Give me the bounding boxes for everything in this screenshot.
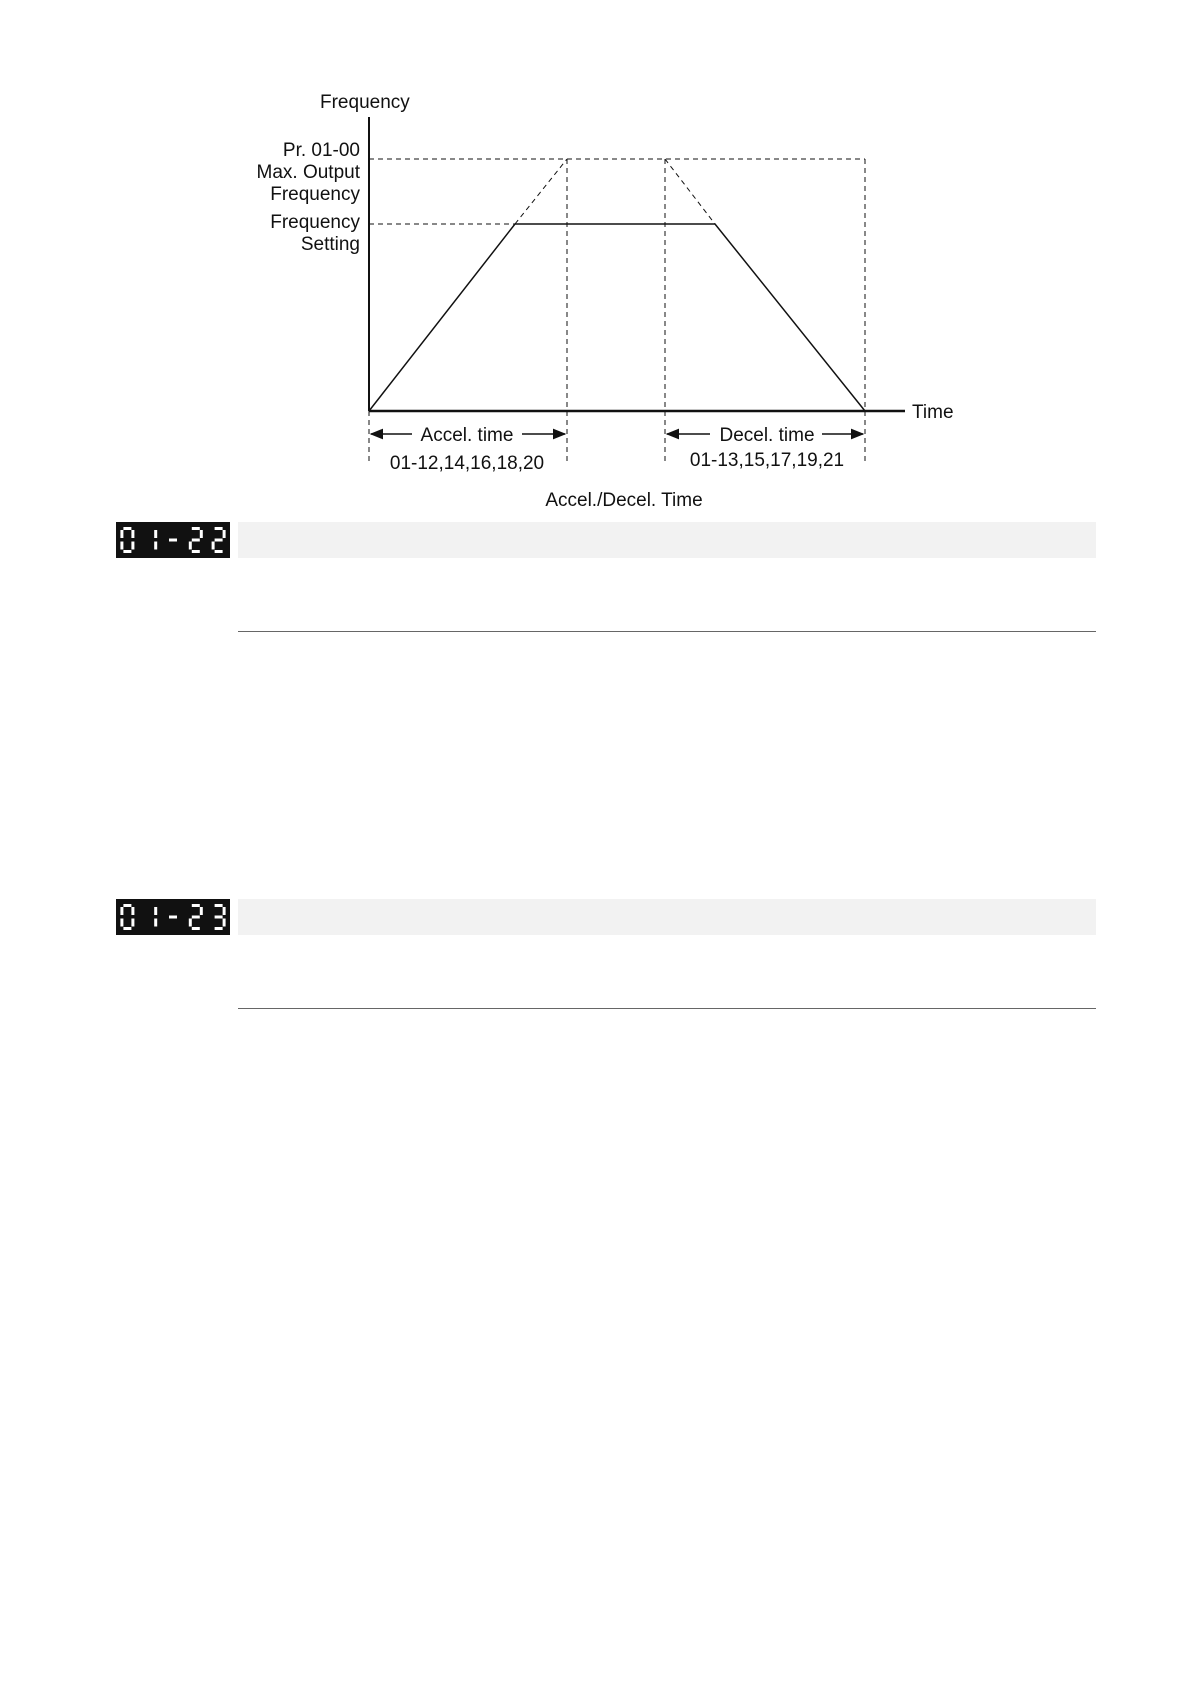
segment-a bbox=[123, 904, 131, 907]
param-code-display bbox=[116, 522, 230, 558]
segment-f bbox=[120, 907, 123, 915]
segment-e bbox=[120, 542, 123, 550]
segment-c bbox=[131, 542, 134, 550]
param-block-01-22 bbox=[116, 522, 1096, 634]
freq-setting-label-1: Frequency bbox=[270, 212, 360, 233]
decel-time-label: Decel. time bbox=[719, 425, 815, 446]
segment-e bbox=[212, 542, 215, 550]
param-block-01-23 bbox=[116, 899, 1096, 1011]
seven-segment-code bbox=[116, 899, 230, 935]
segment-b bbox=[223, 907, 226, 915]
y-axis-label: Frequency bbox=[320, 92, 410, 113]
segment-a bbox=[192, 527, 200, 530]
accel-time-label: Accel. time bbox=[420, 425, 514, 446]
segment-g bbox=[169, 916, 177, 919]
segment-b bbox=[154, 530, 157, 538]
segment-e bbox=[189, 542, 192, 550]
frequency-profile bbox=[369, 224, 865, 411]
segment-c bbox=[223, 919, 226, 927]
decel-ramp-from-max bbox=[665, 159, 715, 224]
segment-g bbox=[215, 916, 223, 919]
segment-b bbox=[154, 907, 157, 915]
segment-b bbox=[200, 907, 203, 915]
segment-a bbox=[123, 527, 131, 530]
segment-c bbox=[154, 919, 157, 927]
segment-e bbox=[189, 919, 192, 927]
param-title-bar bbox=[238, 522, 1096, 558]
diagram-caption: Accel./Decel. Time bbox=[545, 490, 703, 511]
segment-a bbox=[215, 904, 223, 907]
segment-b bbox=[200, 530, 203, 538]
param-divider bbox=[238, 631, 1096, 632]
segment-g bbox=[215, 539, 223, 542]
seven-segment-code bbox=[116, 522, 230, 558]
segment-b bbox=[131, 530, 134, 538]
segment-d bbox=[192, 550, 200, 553]
segment-d bbox=[123, 550, 131, 553]
segment-g bbox=[169, 539, 177, 542]
segment-g bbox=[192, 539, 200, 542]
freq-setting-label-2: Setting bbox=[300, 234, 360, 255]
segment-d bbox=[123, 927, 131, 930]
segment-d bbox=[215, 550, 223, 553]
max-output-label-3: Frequency bbox=[270, 184, 360, 205]
segment-g bbox=[192, 916, 200, 919]
segment-b bbox=[223, 530, 226, 538]
x-axis-label: Time bbox=[912, 402, 954, 423]
accel-ramp-to-max bbox=[515, 159, 567, 224]
max-output-label-2: Max. Output bbox=[256, 162, 360, 183]
accel-params-label: 01-12,14,16,18,20 bbox=[389, 453, 545, 474]
segment-e bbox=[120, 919, 123, 927]
segment-d bbox=[215, 927, 223, 930]
segment-c bbox=[131, 919, 134, 927]
decel-params-label: 01-13,15,17,19,21 bbox=[689, 450, 845, 471]
max-output-label-1: Pr. 01-00 bbox=[282, 140, 360, 161]
param-code-display bbox=[116, 899, 230, 935]
segment-d bbox=[192, 927, 200, 930]
segment-c bbox=[154, 542, 157, 550]
segment-a bbox=[215, 527, 223, 530]
segment-f bbox=[120, 530, 123, 538]
segment-b bbox=[131, 907, 134, 915]
accel-decel-diagram bbox=[0, 0, 1190, 520]
param-title-bar bbox=[238, 899, 1096, 935]
param-divider bbox=[238, 1008, 1096, 1009]
segment-a bbox=[192, 904, 200, 907]
